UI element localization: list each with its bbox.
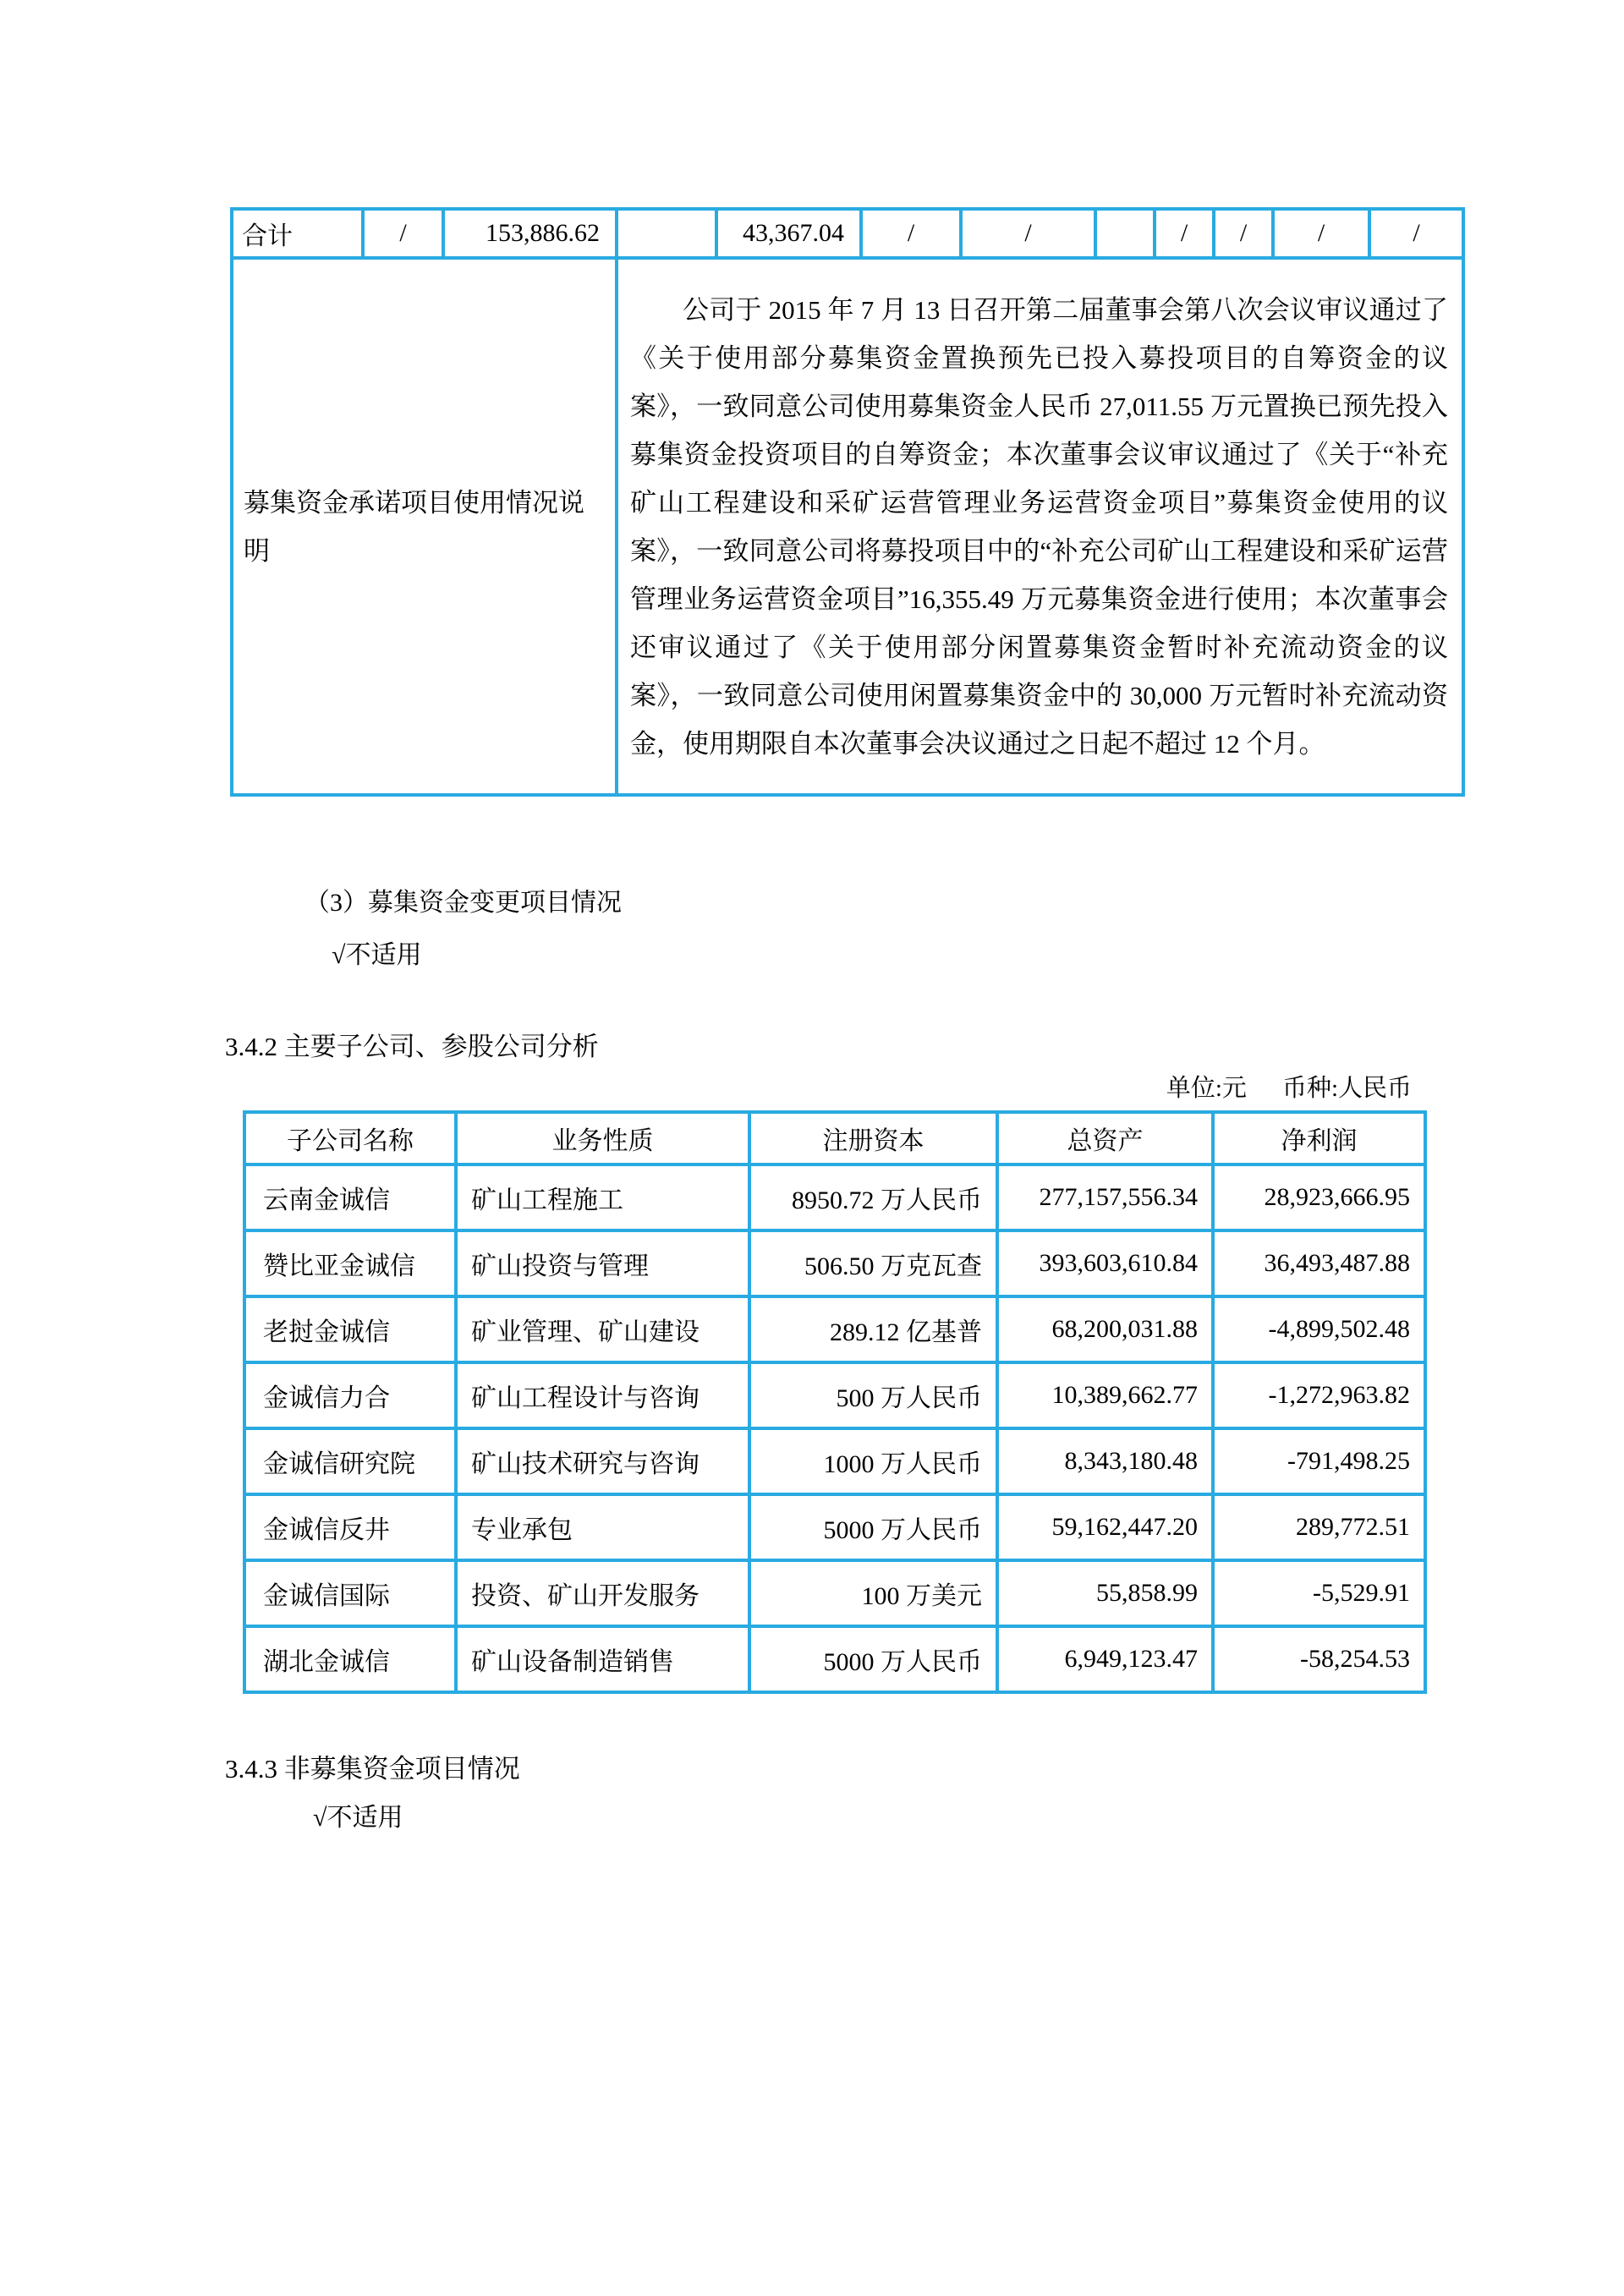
note-paragraph: 公司于 2015 年 7 月 13 日召开第二届董事会第八次会议审议通过了《关于使用部分募集资金置换预先已投入募投项目的自筹资金的议案》，一致同意公司使用募集资金人民币 27,011.55 万元置换已预先投入募集资金投资项目的自筹资金；本次董事会议审议通过了《关于“补充矿山工程建设和采矿运营管理业务运营资金项目”募集资金使用的议案》，一致同意公司将募投项目中的“补充公司矿山工程建设和采矿运营管理业务运营资金项目”16,355.49 万元募集资金进行使用；本次董事会还审议通过了《关于使用部分闲置募集资金暂时补充流动资金的议案》，一致同意公司使用闲置募集资金中的 30,000 万元暂时补充流动资金，使用期限自本次董事会决议通过之日起不超过 12 个月。 [630,294,1448,759]
total-cell-1: / [363,209,443,258]
subsidiary-name: 金诚信反井 [244,1494,456,1560]
subsidiary-profit: 36,493,487.88 [1213,1230,1425,1296]
total-cell-8: / [1155,209,1214,258]
note-row-label: 募集资金承诺项目使用情况说明 [232,258,617,795]
subsidiaries-table [243,1110,1427,1694]
subsidiary-profit: -1,272,963.82 [1213,1362,1425,1428]
subsidiary-business: 矿业管理、矿山建设 [456,1296,749,1362]
section-342-title: 3.4.2 主要子公司、参股公司分析 [225,1032,599,1061]
note-row-body [617,258,1463,795]
subsidiary-assets: 6,949,123.47 [997,1626,1213,1692]
col-header-profit: 净利润 [1213,1112,1425,1164]
col-header-capital: 注册资本 [749,1112,997,1164]
table-row [244,1494,1425,1560]
subsidiaries-header-row [244,1112,1425,1164]
table-row [244,1164,1425,1230]
subsidiary-assets: 10,389,662.77 [997,1362,1213,1428]
col-header-business: 业务性质 [456,1112,749,1164]
subsidiary-profit: -5,529.91 [1213,1560,1425,1626]
total-row [232,209,1463,258]
total-cell-9: / [1214,209,1273,258]
currency-label: 币种:人民币 [1281,1075,1412,1102]
note-row [232,258,1463,795]
total-cell-4: 43,367.04 [716,209,861,258]
table-row [244,1362,1425,1428]
table-row [244,1626,1425,1692]
subsidiary-name: 金诚信力合 [244,1362,456,1428]
unit-currency-note [243,1069,1412,1104]
table-row [244,1428,1425,1494]
subsidiary-assets: 68,200,031.88 [997,1296,1213,1362]
total-cell-5: / [861,209,961,258]
section-item3-title: （3）募集资金变更项目情况 [304,889,622,917]
total-cell-7 [1095,209,1155,258]
col-header-assets: 总资产 [997,1112,1213,1164]
subsidiary-name: 云南金诚信 [244,1164,456,1230]
subsidiary-name: 赞比亚金诚信 [244,1230,456,1296]
total-cell-10: / [1273,209,1369,258]
subsidiary-capital: 8950.72 万人民币 [749,1164,997,1230]
total-cell-11: / [1369,209,1463,258]
subsidiary-profit: 289,772.51 [1213,1494,1425,1560]
subsidiary-profit: -58,254.53 [1213,1626,1425,1692]
subsidiary-profit: -791,498.25 [1213,1428,1425,1494]
section-343-title: 3.4.3 非募集资金项目情况 [225,1754,520,1784]
col-header-name: 子公司名称 [244,1112,456,1164]
subsidiary-name: 老挝金诚信 [244,1296,456,1362]
subsidiary-assets: 277,157,556.34 [997,1164,1213,1230]
subsidiary-name: 金诚信国际 [244,1560,456,1626]
section-item3-not-applicable: √不适用 [332,941,422,969]
total-cell-2: 153,886.62 [443,209,617,258]
subsidiary-business: 矿山技术研究与咨询 [456,1428,749,1494]
table-row [244,1296,1425,1362]
subsidiary-business: 矿山工程施工 [456,1164,749,1230]
total-label: 合计 [232,209,363,258]
subsidiary-business: 投资、矿山开发服务 [456,1560,749,1626]
total-cell-6: / [961,209,1095,258]
subsidiary-name: 金诚信研究院 [244,1428,456,1494]
subsidiary-capital: 289.12 亿基普 [749,1296,997,1362]
unit-label: 单位:元 [1166,1075,1247,1102]
subsidiary-business: 矿山工程设计与咨询 [456,1362,749,1428]
subsidiary-capital: 500 万人民币 [749,1362,997,1428]
subsidiary-business: 矿山投资与管理 [456,1230,749,1296]
subsidiary-capital: 1000 万人民币 [749,1428,997,1494]
fund-usage-table [230,207,1465,797]
subsidiary-assets: 8,343,180.48 [997,1428,1213,1494]
subsidiary-assets: 55,858.99 [997,1560,1213,1626]
subsidiary-capital: 5000 万人民币 [749,1626,997,1692]
subsidiary-profit: 28,923,666.95 [1213,1164,1425,1230]
subsidiary-name: 湖北金诚信 [244,1626,456,1692]
subsidiary-business: 专业承包 [456,1494,749,1560]
table-row [244,1230,1425,1296]
subsidiary-assets: 393,603,610.84 [997,1230,1213,1296]
section-343-not-applicable: √不适用 [313,1804,403,1832]
subsidiary-capital: 100 万美元 [749,1560,997,1626]
subsidiary-profit: -4,899,502.48 [1213,1296,1425,1362]
subsidiary-assets: 59,162,447.20 [997,1494,1213,1560]
table-row [244,1560,1425,1626]
subsidiary-business: 矿山设备制造销售 [456,1626,749,1692]
subsidiary-capital: 5000 万人民币 [749,1494,997,1560]
total-cell-3 [617,209,716,258]
subsidiary-capital: 506.50 万克瓦查 [749,1230,997,1296]
